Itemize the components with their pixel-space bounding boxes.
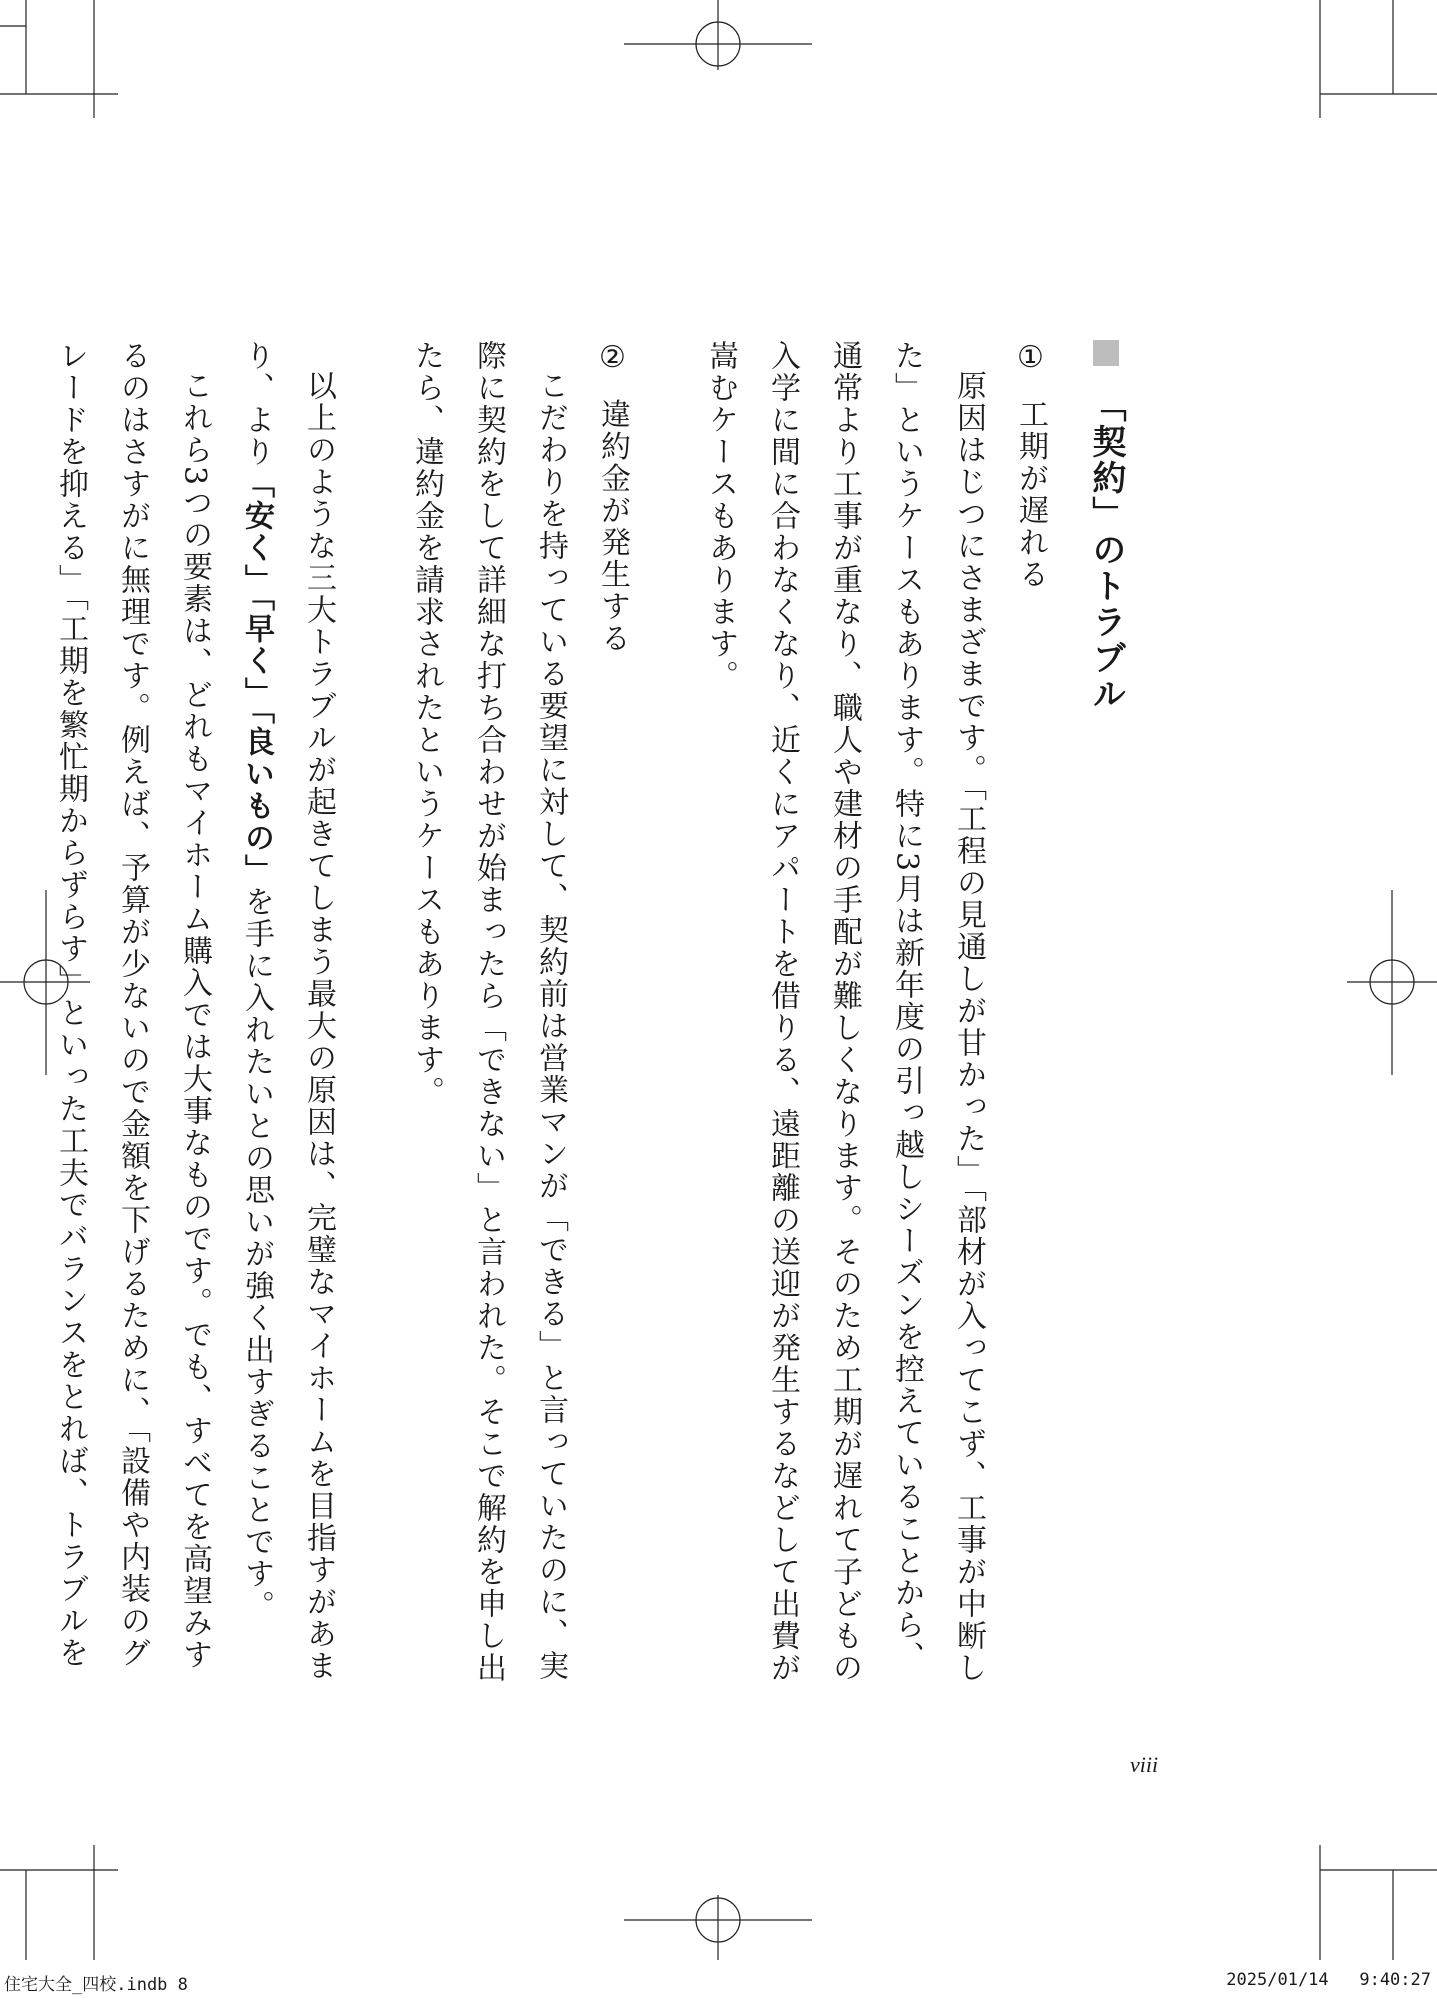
vertical-text-body [53, 340, 1137, 1700]
case-2 [395, 340, 643, 1700]
case-1-title-line [999, 340, 1061, 1700]
spacer [643, 340, 689, 1700]
case-2-number: ② [595, 340, 630, 377]
case-1 [689, 340, 1061, 1700]
case-2-title: 違約金が発生する [595, 398, 630, 655]
page-folio: viii [1130, 1752, 1159, 1777]
case-1-title: 工期が遅れる [1013, 398, 1048, 591]
summary [39, 340, 349, 1700]
summary-paragraph-1 [225, 340, 349, 1700]
slug-timestamp: 2025/01/14 9:40:27 [1226, 1970, 1431, 1990]
section-heading [1075, 340, 1137, 1700]
summary-paragraph-2: これら3つの要素は、どれもマイホーム購入では大事なものです。でも、すべてを高望みするのはさすがに無理です。例えば、予算が少ないので金額を下げるために、「設備や内装のグレードを抑える」「工期を繁忙期からずらす」といった工夫でバランスをとれば、トラブルを [53, 340, 212, 1672]
spacer [349, 340, 395, 1700]
summary-emphasis: 「安く」「早く」「良いもの」 [239, 468, 274, 886]
summary-part-1: 以上のような三大トラブルが起きてしまう最大の原因は、完璧なマイホームを目指すがあまり、より [239, 340, 336, 1682]
heading-square-icon [1093, 340, 1119, 366]
case-2-title-line [581, 340, 643, 1700]
case-1-number: ① [1013, 340, 1048, 377]
case-1-body: 原因はじつにさまざまです。「工程の見通しが甘かった」「部材が入ってこず、工事が中断した」というケースもあります。特に3月は新年度の引っ越しシーズンを控えていることから、通常より工事が重なり、職人や建材の手配が難しくなります。そのため工期が遅れて子どもの入学に間に合わなくなり、近くにアパートを借りる、遠距離の送迎が発生するなどして出費が嵩むケースもあります。 [703, 340, 986, 1684]
case-2-body: こだわりを持っている要望に対して、契約前は営業マンが「できる」と言っていたのに、実際に契約をして詳細な打ち合わせが始まったら「できない」と言われた。そこで解約を申し出たら、違約金を請求されたというケースもあります。 [409, 340, 568, 1684]
slug-filename: 住宅大全_四校.indb 8 [4, 1975, 188, 1995]
section-heading-title: 「契約」のトラブル [1086, 387, 1126, 712]
summary-part-2: を手に入れたいとの思いが強く出すぎることです。 [239, 886, 274, 1622]
